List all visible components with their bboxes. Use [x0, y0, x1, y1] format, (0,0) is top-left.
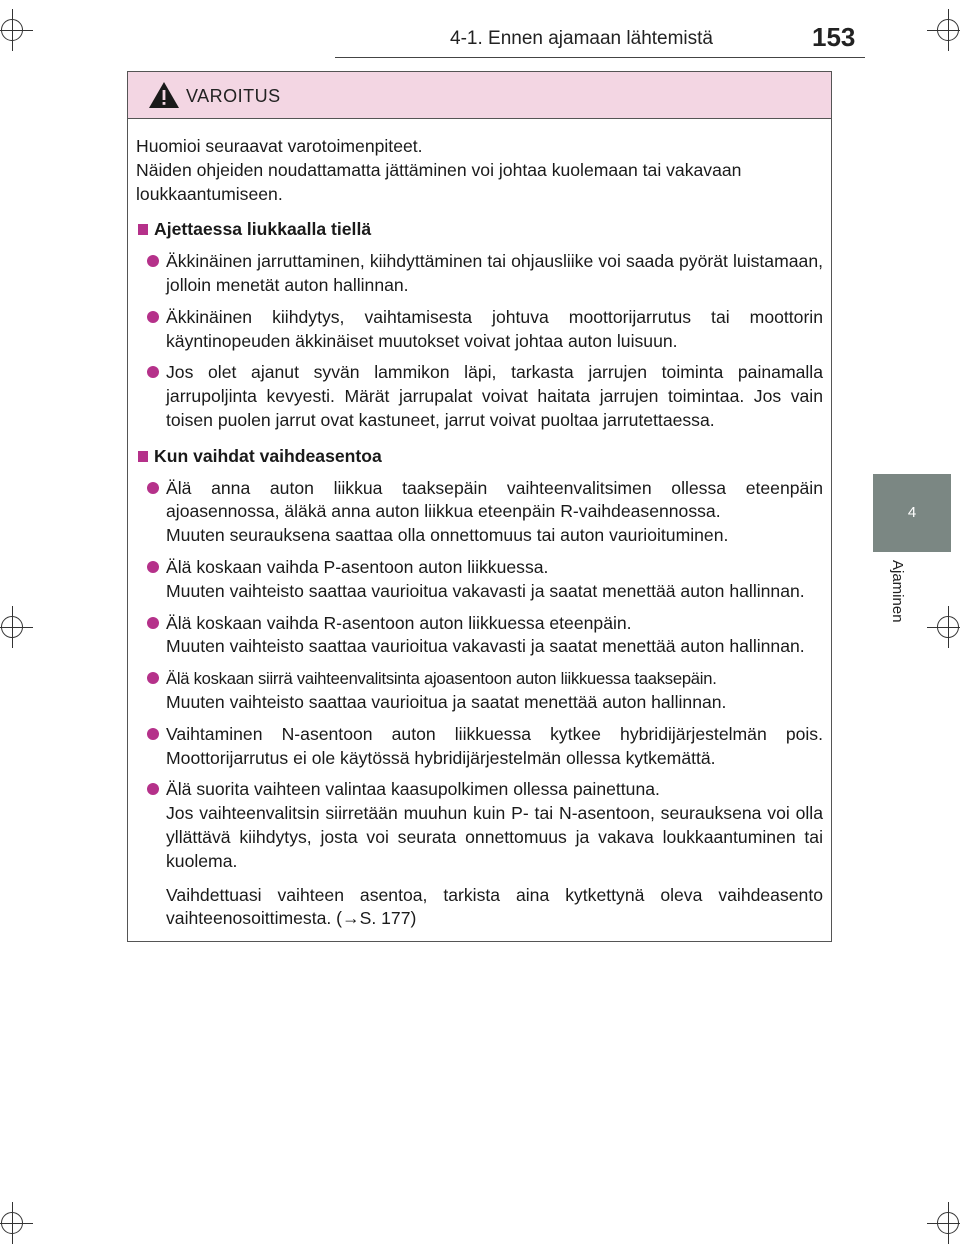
section-heading: Ajettaessa liukkaalla tiellä — [136, 218, 823, 242]
list-item-text: Älä koskaan vaihda R-asentoon auton liikkuessa eteenpäin. — [166, 612, 632, 633]
list-item-consequence: Muuten vaihteisto saattaa vaurioitua ja saatat menettää auton hallinnan. — [166, 691, 727, 712]
note-text: Vaihdettuasi vaihteen asentoa, tarkista aina kytkettynä oleva vaihdeasento vaihteenosoittimesta. (→S. 177) — [166, 884, 823, 929]
intro-line: Huomioi seuraavat varotoimenpiteet. — [136, 136, 423, 156]
section-slippery-road — [136, 218, 823, 432]
list-item-text: Älä anna auton liikkua taaksepäin vaihteenvalitsimen ollessa eteenpäin ajoasennossa, äläkä anna auton liikkua eteenpäin R-vaihdeasennossa. — [166, 477, 823, 522]
registration-mark-icon — [0, 15, 27, 45]
list-item-consequence: Jos vaihteenvalitsin siirretään muuhun kuin P- tai N-asentoon, seurauksena voi olla yllättävä kiihdytys, josta voi seurata onnettomuus ja vakava loukkaantuminen tai kuolema. — [166, 803, 823, 871]
page-number: 153 — [812, 22, 856, 52]
list-item-text: Äkkinäinen kiihdytys, vaihtamisesta johtuva moottorijarrutus tai moottorin käyntinopeuden äkkinäiset muutokset voivat johtaa auton luisuun. — [166, 306, 823, 351]
warning-body — [128, 119, 831, 931]
section-shifting — [136, 445, 823, 931]
registration-mark-icon — [933, 612, 960, 642]
list-item — [136, 667, 823, 715]
list-item-text: Älä koskaan siirrä vaihteenvalitsinta ajoasentoon auton liikkuessa taaksepäin. — [166, 669, 717, 689]
list-item — [136, 306, 823, 354]
intro-line: Näiden ohjeiden noudattamatta jättäminen voi johtaa kuolemaan tai vakavaan loukkaantumiseen. — [136, 159, 742, 204]
registration-mark-icon — [933, 15, 960, 45]
list-item — [136, 778, 823, 873]
list-item — [136, 477, 823, 548]
section-title: 4-1. Ennen ajamaan lähtemistä — [450, 28, 713, 49]
registration-mark-icon — [0, 1208, 27, 1238]
chapter-name: Ajaminen — [889, 560, 906, 623]
list-item-consequence: Muuten seurauksena saattaa olla onnettomuus tai auton vaurioituminen. — [166, 525, 729, 546]
registration-mark-icon — [933, 1208, 960, 1238]
list-item — [136, 723, 823, 771]
list-item-consequence: Muuten vaihteisto saattaa vaurioitua vakavasti ja saatat menettää auton hallinnan. — [166, 636, 805, 657]
list-item-consequence: Muuten vaihteisto saattaa vaurioitua vakavasti ja saatat menettää auton hallinnan. — [166, 580, 805, 601]
warning-header — [128, 72, 831, 119]
list-item — [136, 556, 823, 604]
list-item-text: Vaihtaminen N-asentoon auton liikkuessa kytkee hybridijärjestelmän pois. Moottorijarrutus ei ole käytössä hybridijärjestelmän ollessa kytkemättä. — [166, 723, 823, 768]
warning-intro — [136, 135, 823, 206]
list-item-text: Älä suorita vaihteen valintaa kaasupolkimen ollessa painettuna. — [166, 779, 660, 800]
list-item — [136, 250, 823, 298]
section-heading: Kun vaihdat vaihdeasentoa — [136, 445, 823, 469]
list-item-text: Älä koskaan vaihda P-asentoon auton liikkuessa. — [166, 556, 549, 577]
warning-triangle-icon — [148, 81, 180, 109]
chapter-tab: 4 — [873, 474, 951, 552]
list-item-text: Äkkinäinen jarruttaminen, kiihdyttäminen tai ohjausliike voi saada pyörät luistamaan, jolloin menetät auton hallinnan. — [166, 251, 823, 295]
warning-title: VAROITUS — [186, 86, 281, 106]
list-item — [136, 612, 823, 660]
list-item — [136, 361, 823, 432]
header-divider — [335, 57, 865, 58]
registration-mark-icon — [0, 612, 27, 642]
warning-box — [127, 71, 832, 942]
list-item-text: Jos olet ajanut syvän lammikon läpi, tarkasta jarrujen toiminta painamalla jarrupoljinta kevyesti. Märät jarrupalat voivat haitata jarrujen toimintaa. Jos vain toisen puolen jarrut ovat kastuneet, jarrut voivat puoltaa jarrutettaessa. — [166, 362, 823, 430]
